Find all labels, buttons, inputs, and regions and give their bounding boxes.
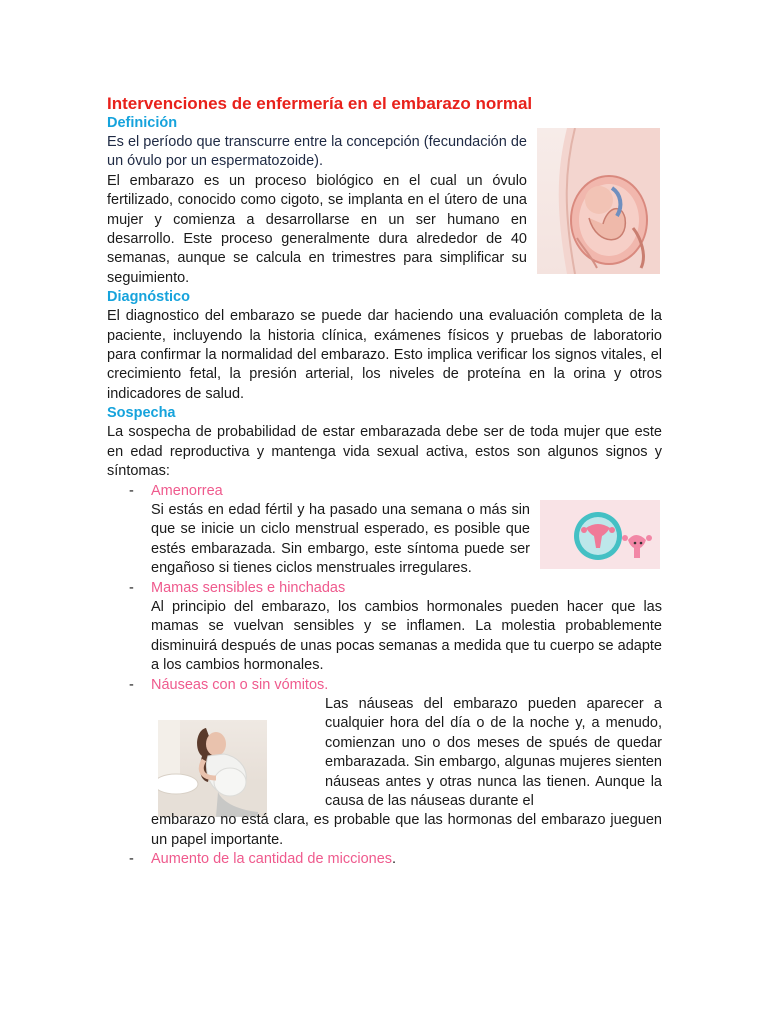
heading-diagnostico: Diagnóstico: [107, 289, 190, 306]
list-dash: -: [129, 482, 134, 499]
list-dash: -: [129, 851, 134, 868]
document-title: Intervenciones de enfermería en el embarazo normal: [107, 94, 533, 113]
list-dash: -: [129, 579, 134, 596]
definicion-paragraph-1: Es el período que transcurre entre la concepción (fecundación de un óvulo por un espermatozoide).: [107, 134, 527, 170]
document: [107, 93, 662, 870]
symptom-label-line: [151, 850, 662, 869]
list-dash: -: [129, 676, 134, 693]
heading-definicion: Definición: [107, 115, 178, 131]
symptom-label: Aumento de la cantidad de micciones: [151, 851, 393, 868]
definicion-section: [107, 133, 527, 288]
list-item-nauseas: [107, 676, 662, 851]
diagnostico-paragraph: El diagnostico del embarazo se puede dar haciendo una evaluación completa de la paciente, incluyendo la historia clínica, exámenes físicos y pruebas de laboratorio para confirmar la normalidad del embarazo. Esto implica verificar los signos vitales, el crecimiento fetal, la presión arterial, los niveles de proteína en la orina y otros indicadores de salud.: [107, 308, 662, 402]
trailing-period: .: [392, 851, 397, 868]
definicion-paragraph-2: El embarazo es un proceso biológico en el cual un óvulo fertilizado, conocido como cigoto, se implanta en el útero de una mujer y comienza a desarrollarse en un ser humano en desarrollo. Este proceso generalmente dura alrededor de 40 semanas, aunque se calcula en trimestres para simplificar su seguimiento.: [107, 172, 527, 286]
list-item-micciones: [107, 850, 662, 869]
symptom-label: Mamas sensibles e hinchadas: [151, 579, 346, 596]
heading-sospecha: Sospecha: [107, 405, 176, 422]
symptom-text: Si estás en edad fértil y ha pasado una semana o más sin que se inicie un ciclo menstrual esperado, es posible que estés embarazada. Sin embargo, este síntoma puede ser engañoso si tienes ciclos menstruales irregulares.: [151, 501, 530, 577]
symptom-text-right: Las náuseas del embarazo pueden aparecer a cualquier hora del día o de la noche y, a menudo, comienzan uno o dos meses de spués de quedar embarazada. Sin embargo, algunas mujeres sienten náuseas antes y otras nunca las tienen. Aunque la causa de las náuseas durante el: [325, 695, 662, 809]
list-item-amenorrea: [107, 482, 662, 579]
symptom-label: Náuseas con o sin vómitos.: [151, 676, 329, 693]
symptom-text-full: embarazo no está clara, es probable que las hormonas del embarazo jueguen un papel importante.: [151, 812, 662, 848]
sospecha-intro: La sospecha de probabilidad de estar embarazada debe ser de toda mujer que este en edad reproductiva y mantenga vida sexual activa, estos son algunos signos y síntomas:: [107, 424, 662, 480]
symptom-label: Amenorrea: [151, 482, 223, 499]
nauseas-text-wrap: [151, 695, 662, 850]
list-item-mamas: [107, 579, 662, 676]
symptom-list: [107, 482, 662, 870]
symptom-text: Al principio del embarazo, los cambios hormonales pueden hacer que las mamas se vuelvan sensibles y se inflamen. La molestia probablemente disminuirá después de unas pocas semanas a medida que tu cuerpo se adapte a los cambios hormonales.: [151, 598, 662, 674]
